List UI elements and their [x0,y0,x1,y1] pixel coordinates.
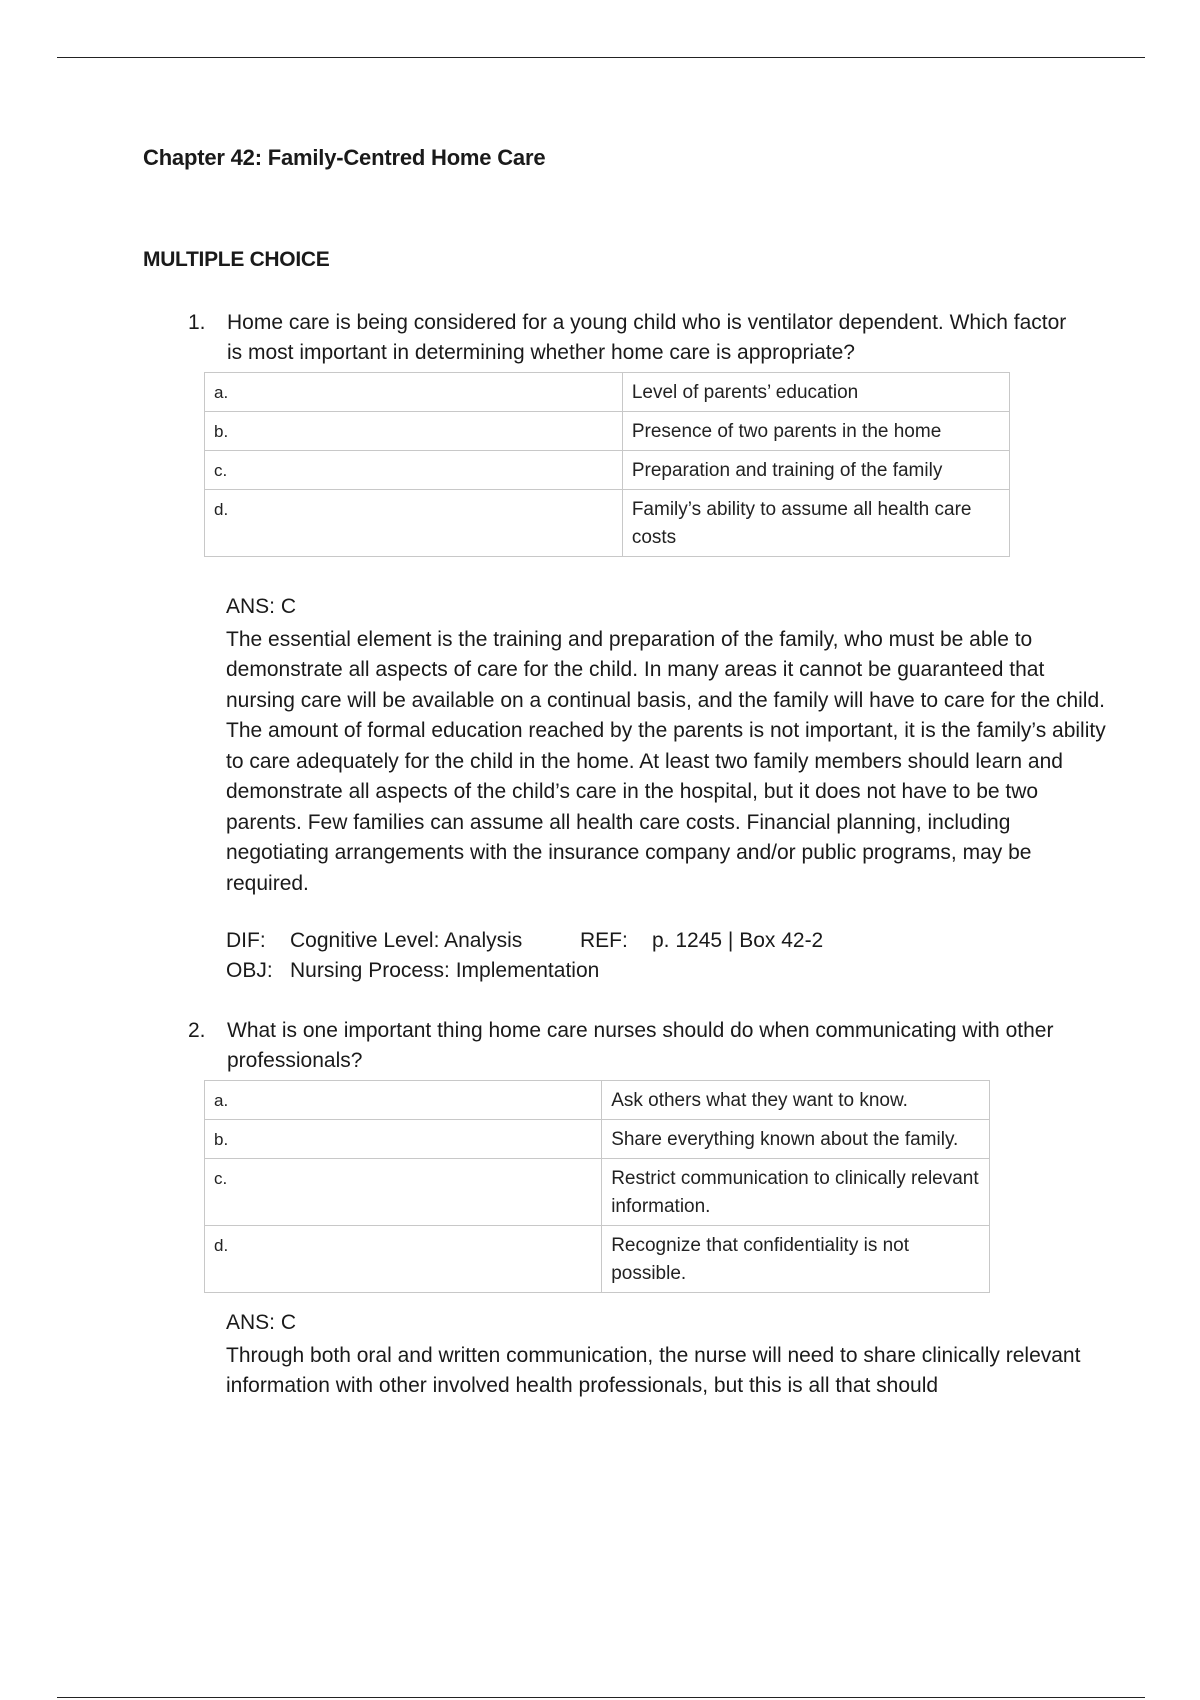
answer-block-1 [226,592,1106,899]
meta-row-obj [226,956,823,986]
choice-text: Level of parents’ education [622,373,1009,412]
choice-letter: c. [205,451,623,490]
ref-value: p. 1245 | Box 42-2 [652,929,824,952]
choice-letter: b. [205,412,623,451]
choices-table-1 [204,372,1010,557]
answer-rationale: Through both oral and written communication, the nurse will need to share clinically relevant information with other involved health professionals, but this is all that should [226,1343,1081,1397]
answer-key: ANS: C [226,595,297,618]
choice-row [205,373,1010,412]
answer-rationale: The essential element is the training and preparation of the family, who must be able to demonstrate all aspects of care for the child. In many areas it cannot be guaranteed that nursing care will be available on a continual basis, and the family will have to care for the child. The amount of formal education reached by the parents is not important, it is the family’s ability to care adequately for the child in the home. At least two family members should learn and demonstrate all aspects of the child’s care in the hospital, but it does not have to be two parents. Few families can assume all health care costs. Financial planning, including negotiating arrangements with the insurance company and/or public programs, may be required. [226,627,1106,895]
question-number: 2. [188,1019,206,1042]
choice-letter: a. [205,1081,602,1120]
choice-row [205,1081,990,1120]
chapter-title: Chapter 42: Family-Centred Home Care [143,145,546,170]
choice-text: Presence of two parents in the home [622,412,1009,451]
question-text: What is one important thing home care nurses should do when communicating with other professionals? [227,1019,1054,1072]
choice-row [205,1120,990,1159]
choice-text: Restrict communication to clinically relevant information. [602,1159,990,1226]
choice-text: Family’s ability to assume all health care costs [622,490,1009,557]
dif-value: Cognitive Level: Analysis [290,929,523,952]
question-text: Home care is being considered for a young child who is ventilator dependent. Which factor is most important in determining whether home care is appropriate? [227,311,1067,364]
choice-row [205,451,1010,490]
answer-block-2 [226,1308,1106,1402]
question-number: 1. [188,311,206,334]
choice-text: Share everything known about the family. [602,1120,990,1159]
choice-letter: d. [205,1226,602,1293]
meta-row-dif [226,926,823,956]
answer-key: ANS: C [226,1311,297,1334]
choice-text: Ask others what they want to know. [602,1081,990,1120]
obj-label: OBJ: [226,959,273,982]
ref-label: REF: [580,929,628,952]
choice-row [205,1226,990,1293]
top-divider [57,57,1145,58]
choice-text: Preparation and training of the family [622,451,1009,490]
choice-text: Recognize that confidentiality is not possible. [602,1226,990,1293]
choices-table-2 [204,1080,990,1293]
choice-letter: b. [205,1120,602,1159]
dif-label: DIF: [226,929,266,952]
choice-row [205,412,1010,451]
choice-row [205,490,1010,557]
section-title: MULTIPLE CHOICE [143,248,330,271]
question-metadata [226,926,823,986]
obj-value: Nursing Process: Implementation [290,959,600,982]
question-1 [188,308,1088,368]
choice-row [205,1159,990,1226]
question-2 [188,1016,1088,1076]
bottom-divider [57,1697,1145,1698]
choice-letter: a. [205,373,623,412]
choice-letter: c. [205,1159,602,1226]
choice-letter: d. [205,490,623,557]
